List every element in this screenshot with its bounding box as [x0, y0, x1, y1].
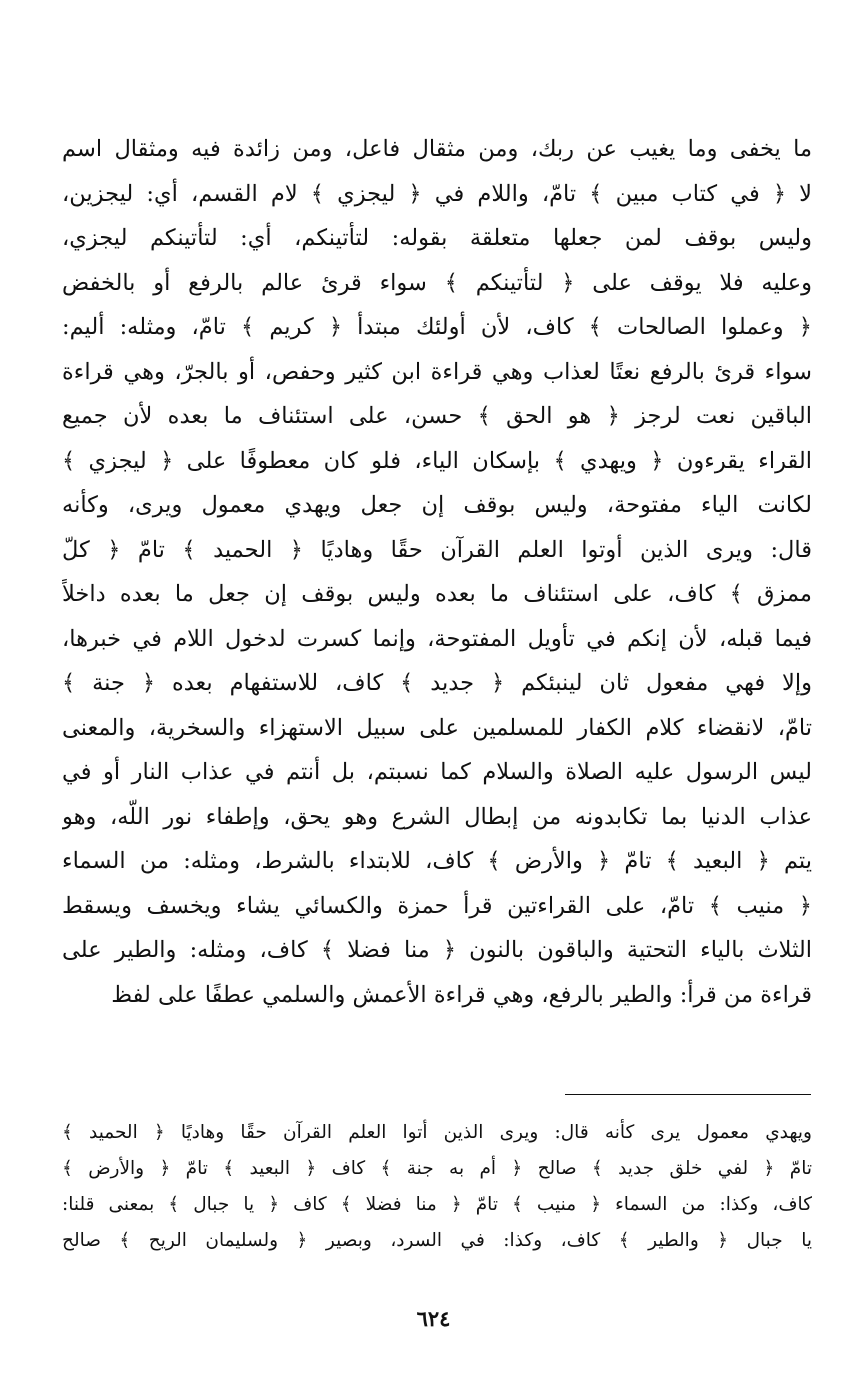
text-line: وليس بوقف لمن جعلها متعلقة بقوله: لتأتينكم، أي: لتأتينكم ليجزي، — [62, 225, 812, 251]
footnote-line: كاف، وكذا: من السماء ﴿ منيب ﴾ تامّ ﴿ منا فضلا ﴾ كاف ﴿ يا جبال ﴾ بمعنى قلنا: — [62, 1194, 812, 1215]
main-text-block — [62, 127, 812, 1017]
text-line: وعليه فلا يوقف على ﴿ لتأتينكم ﴾ سواء قرئ عالم بالرفع أو بالخفض — [62, 269, 812, 296]
text-line: قال: ويرى الذين أوتوا العلم القرآن حقًا وهاديًا ﴿ الحميد ﴾ تامّ ﴿ كلّ — [62, 536, 812, 563]
text-line: القراء يقرءون ﴿ ويهدي ﴾ بإسكان الياء، فلو كان معطوفًا على ﴿ ليجزي ﴾ — [62, 447, 812, 474]
text-line: ما يخفى وما يغيب عن ربك، ومن مثقال فاعل، ومن زائدة فيه ومثقال اسم — [62, 136, 812, 162]
text-line: لا ﴿ في كتاب مبين ﴾ تامّ، واللام في ﴿ ليجزي ﴾ لام القسم، أي: ليجزين، — [62, 180, 812, 207]
text-line: عذاب الدنيا بما تكابدونه من إبطال الشرع وهو يحق، وإطفاء نور اللّه، وهو — [62, 803, 812, 830]
text-line: لكانت الياء مفتوحة، وليس بوقف إن جعل ويهدي معمول ويرى، وكأنه — [62, 492, 812, 518]
footnotes-block — [62, 1115, 812, 1259]
text-line: وإلا فهي مفعول ثان لينبئكم ﴿ جديد ﴾ كاف، للاستفهام بعده ﴿ جنة ﴾ — [62, 670, 812, 696]
footnote-line: ويهدي معمول يرى كأنه قال: ويرى الذين أتوا العلم القرآن حقًا وهاديًا ﴿ الحميد ﴾ — [62, 1122, 812, 1143]
text-line: الثلاث بالياء التحتية والباقون بالنون ﴿ منا فضلا ﴾ كاف، ومثله: والطير على — [62, 937, 812, 963]
text-line: قراءة من قرأ: والطير بالرفع، وهي قراءة الأعمش والسلمي عطفًا على لفظ — [111, 981, 812, 1008]
text-line: ليس الرسول عليه الصلاة والسلام كما نسبتم، بل أنتم في عذاب النار أو في — [62, 759, 812, 785]
text-line: فيما قبله، لأن إنكم في تأويل المفتوحة، وإنما كسرت لدخول اللام في خبرها، — [62, 625, 812, 652]
footnote-line: يا جبال ﴿ والطير ﴾ كاف، وكذا: في السرد، وبصير ﴿ ولسليمان الريح ﴾ صالح — [62, 1230, 812, 1251]
text-line: ﴿ وعملوا الصالحات ﴾ كاف، لأن أولئك مبتدأ ﴿ كريم ﴾ تامّ، ومثله: أليم: — [62, 314, 812, 340]
page-number: ٦٢٤ — [416, 1306, 451, 1331]
footnote-line: تامّ ﴿ لفي خلق جديد ﴾ صالح ﴿ أم به جنة ﴾ كاف ﴿ البعيد ﴾ تامّ ﴿ والأرض ﴾ — [62, 1158, 812, 1179]
text-line: سواء قرئ بالرفع نعتًا لعذاب وهي قراءة ابن كثير وحفص، أو بالجرّ، وهي قراءة — [62, 358, 812, 385]
footnote-separator — [565, 1094, 811, 1095]
text-line: ﴿ منيب ﴾ تامّ، على القراءتين قرأ حمزة والكسائي يشاء ويخسف ويسقط — [62, 892, 812, 919]
text-line: ممزق ﴾ كاف، على استئناف ما بعده وليس بوقف إن جعل ما بعده داخلاً — [62, 581, 812, 607]
text-line: تامّ، لانقضاء كلام الكفار للمسلمين على سبيل الاستهزاء والسخرية، والمعنى — [62, 714, 812, 741]
text-line: يتم ﴿ البعيد ﴾ تامّ ﴿ والأرض ﴾ كاف، للابتداء بالشرط، ومثله: من السماء — [62, 848, 812, 874]
text-line: الباقين نعت لرجز ﴿ هو الحق ﴾ حسن، على استئناف ما بعده لأن جميع — [62, 403, 812, 429]
